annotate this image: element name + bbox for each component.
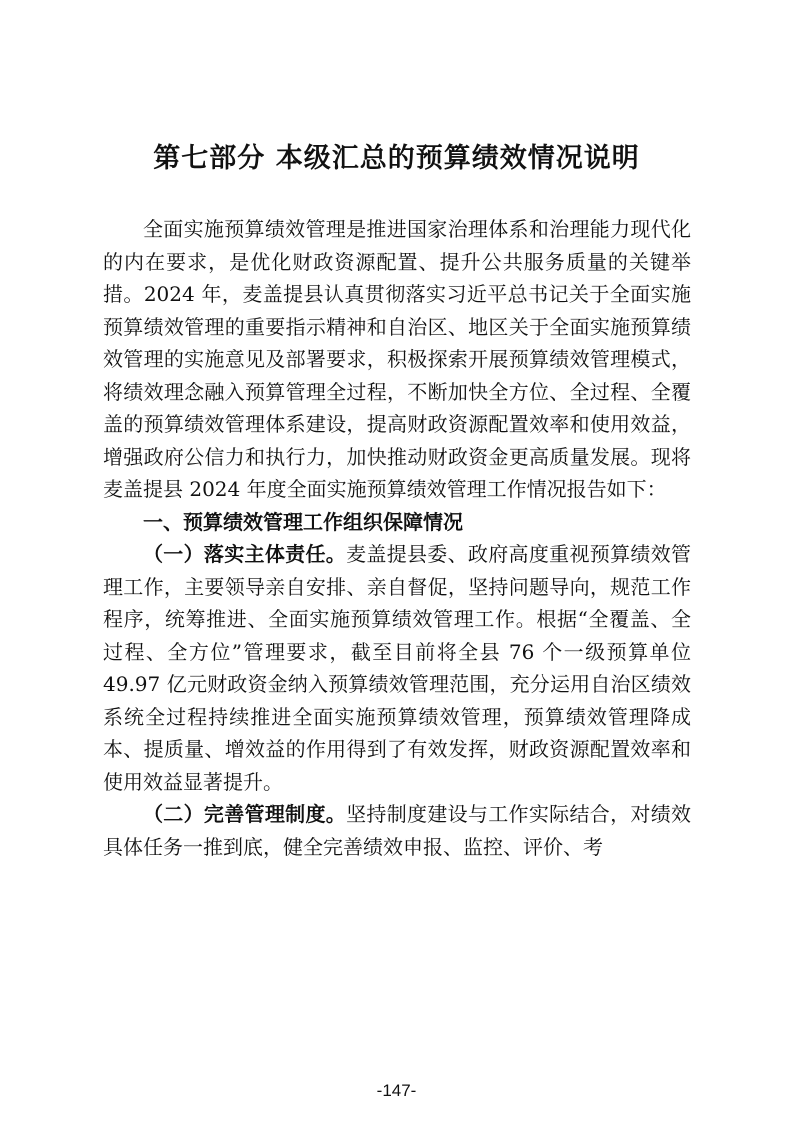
item-paragraph-1 — [103, 538, 691, 798]
intro-paragraph: 全面实施预算绩效管理是推进国家治理体系和治理能力现代化的内在要求，是优化财政资源配置、提升公共服务质量的关键举措。2024 年，麦盖提县认真贯彻落实习近平总书记关于全面实施预算绩效管理的重要指示精神和自治区、地区关于全面实施预算绩效管理的实施意见及部署要求，积极探索开展预算绩效管理模式，将绩效理念融入预算管理全过程，不断加快全方位、全过程、全覆盖的预算绩效管理体系建设，提高财政资源配置效率和使用效益，增强政府公信力和执行力，加快推动财政资金更高质量发展。现将麦盖提县 2024 年度全面实施预算绩效管理工作情况报告如下： — [103, 217, 691, 501]
document-body — [103, 213, 691, 863]
section-heading: 一、预算绩效管理工作组织保障情况 — [143, 509, 463, 534]
page-title: 第七部分 本级汇总的预算绩效情况说明 — [153, 143, 640, 174]
page-number: -147- — [376, 1081, 417, 1100]
item-2-lead: （二）完善管理制度。 — [143, 802, 347, 826]
item-paragraph-2 — [103, 798, 691, 863]
item-1-body: 麦盖提县委、政府高度重视预算绩效管理工作，主要领导亲自安排、亲自督促，坚持问题导向，规范工作程序，统筹推进、全面实施预算绩效管理工作。根据“全覆盖、全过程、全方位”管理要求，截至目前将全县 76 个一级预算单位 49.97 亿元财政资金纳入预算绩效管理范围，充分运用自治区绩效系统全过程持续推进全面实施预算绩效管理，预算绩效管理降成本、提质量、增效益的作用得到了有效发挥，财政资源配置效率和使用效益显著提升。 — [103, 542, 692, 794]
item-1-lead: （一）落实主体责任。 — [143, 542, 347, 566]
item-2-body: 坚持制度建设与工作实际结合，对绩效具体任务一推到底，健全完善绩效申报、监控、评价、考 — [103, 802, 692, 859]
